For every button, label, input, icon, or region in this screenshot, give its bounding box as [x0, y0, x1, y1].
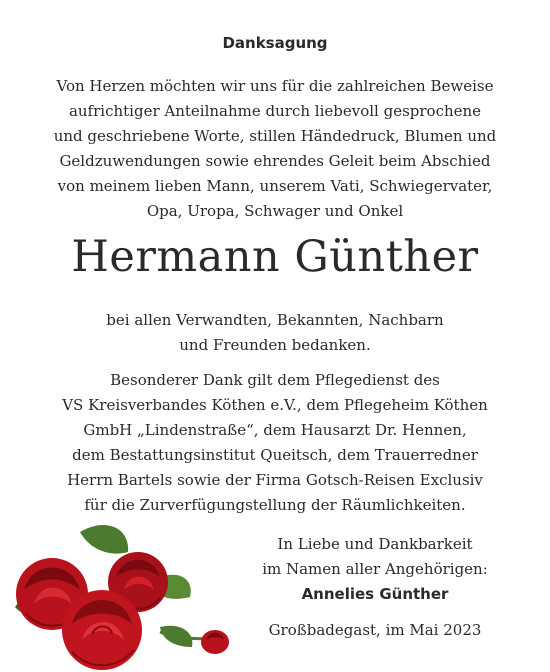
special-line: für die Zurverfügungstellung der Räumlichkeiten.: [84, 496, 466, 514]
special-line: VS Kreisverbandes Köthen e.V., dem Pflegeheim Köthen: [62, 396, 488, 414]
intro-line: Opa, Uropa, Schwager und Onkel: [146, 202, 404, 220]
leaf: [80, 525, 128, 554]
roses-image: [10, 512, 240, 672]
signer-name: Annelies Günther: [301, 585, 449, 603]
intro-text: [20, 74, 530, 224]
special-line: GmbH „Lindenstraße“, dem Hausarzt Dr. Hennen,: [83, 421, 467, 439]
intro-line: von meinem lieben Mann, unserem Vati, Schwiegervater,: [57, 177, 493, 195]
special-line: Besonderer Dank gilt dem Pflegedienst des: [110, 371, 440, 389]
heading: Danksagung: [222, 34, 328, 52]
thanks-line: und Freunden bedanken.: [179, 336, 371, 354]
deceased-name: Hermann Günther: [71, 232, 479, 282]
rose: [62, 590, 142, 670]
closing-text: [220, 532, 530, 607]
special-thanks-text: [10, 368, 540, 518]
intro-line: Geldzuwendungen sowie ehrendes Geleit beim Abschied: [59, 152, 491, 170]
thanks-line: bei allen Verwandten, Bekannten, Nachbarn: [106, 311, 444, 329]
rose-bud: [201, 630, 229, 654]
closing-line: In Liebe und Dankbarkeit: [277, 535, 473, 553]
intro-line: und geschriebene Worte, stillen Händedruck, Blumen und: [53, 127, 497, 145]
intro-line: aufrichtiger Anteilnahme durch liebevoll gesprochene: [68, 102, 482, 120]
intro-line: Von Herzen möchten wir uns für die zahlreichen Beweise: [56, 77, 494, 95]
thanks-text: [20, 308, 530, 358]
special-line: Herrn Bartels sowie der Firma Gotsch-Reisen Exclusiv: [67, 471, 483, 489]
place-date: Großbadegast, im Mai 2023: [268, 621, 482, 639]
closing-line: im Namen aller Angehörigen:: [262, 560, 488, 578]
special-line: dem Bestattungsinstitut Queitsch, dem Trauerredner: [72, 446, 478, 464]
